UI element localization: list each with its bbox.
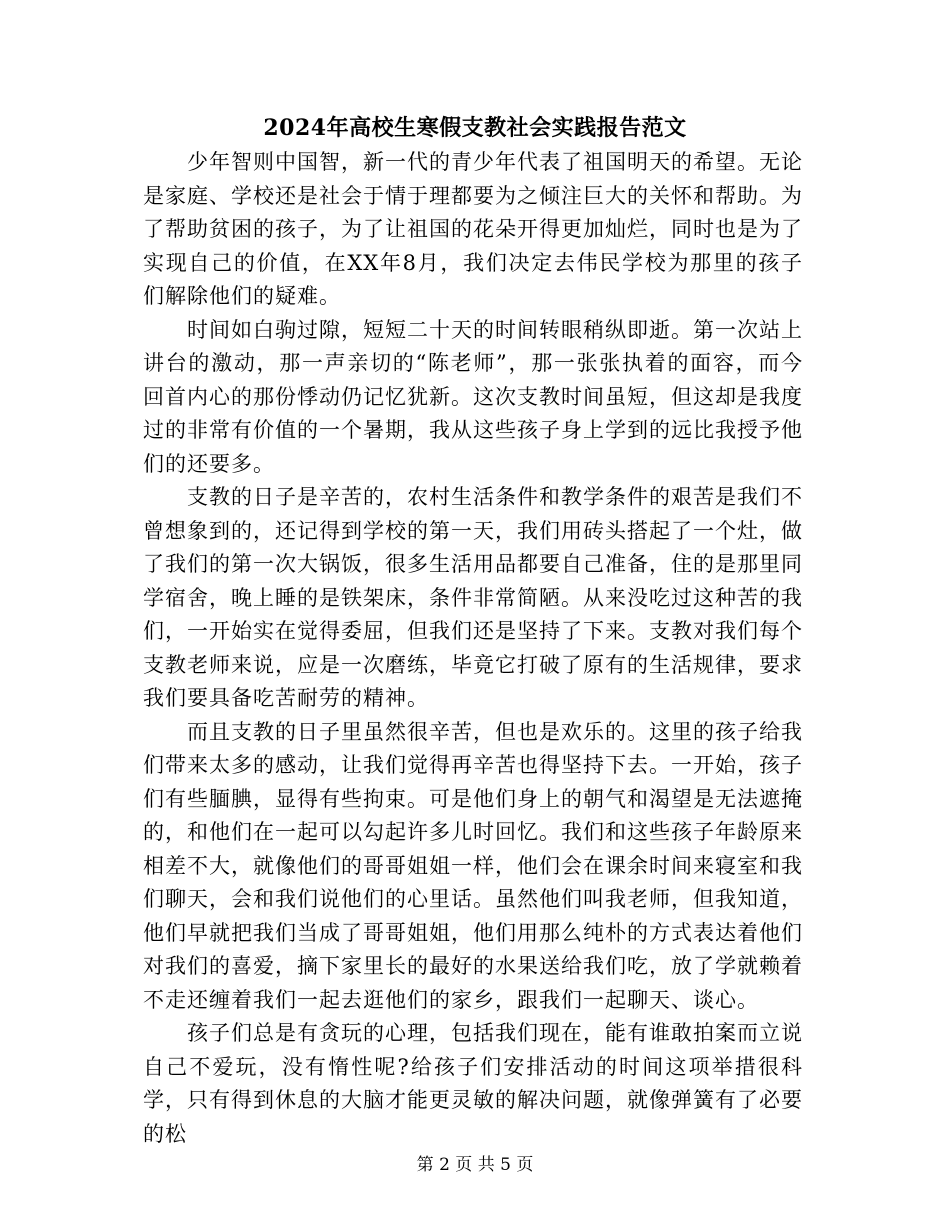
page-number: 第 2 页 共 5 页 [416,1155,534,1175]
paragraph-3: 支教的日子是辛苦的，农村生活条件和教学条件的艰苦是我们不曾想象到的，还记得到学校的第一天，我们用砖头搭起了一个灶，做了我们的第一次大锅饭，很多生活用品都要自己准备，住的是那里同学宿舍，晚上睡的是铁架床，条件非常简陋。从来没吃过这种苦的我们，一开始实在觉得委屈，但我们还是坚持了下来。支教对我们每个支教老师来说，应是一次磨练，毕竟它打破了原有的生活规律，要求我们要具备吃苦耐劳的精神。 [143,485,803,710]
document-title: 2024年高校生寒假支教社会实践报告范文 [263,115,687,141]
paragraph-1: 少年智则中国智，新一代的青少年代表了祖国明天的希望。无论是家庭、学校还是社会于情于理都要为之倾注巨大的关怀和帮助。为了帮助贫困的孩子，为了让祖国的花朵开得更加灿烂，同时也是为了实现自己的价值，在XX年8月，我们决定去伟民学校为那里的孩子们解除他们的疑难。 [143,150,803,308]
paragraph-2: 时间如白驹过隙，短短二十天的时间转眼稍纵即逝。第一次站上讲台的激动，那一声亲切的“陈老师”，那一张张执着的面容，而今回首内心的那份悸动仍记忆犹新。这次支教时间虽短，但这却是我度过的非常有价值的一个暑期，我从这些孩子身上学到的远比我授予他们的还要多。 [143,317,803,476]
paragraph-5: 孩子们总是有贪玩的心理，包括我们现在，能有谁敢拍案而立说自己不爱玩，没有惰性呢?给孩子们安排活动的时间这项举措很科学，只有得到休息的大脑才能更灵敏的解决问题，就像弹簧有了必要的松 [143,1021,803,1146]
page-footer [0,1153,950,1177]
document-body [143,146,803,1151]
paragraph-4: 而且支教的日子里虽然很辛苦，但也是欢乐的。这里的孩子给我们带来太多的感动，让我们觉得再辛苦也得坚持下去。一开始，孩子们有些腼腆，显得有些拘束。可是他们身上的朝气和渴望是无法遮掩的，和他们在一起可以勾起许多儿时回忆。我们和这些孩子年龄原来相差不大，就像他们的哥哥姐姐一样，他们会在课余时间来寝室和我们聊天，会和我们说他们的心里话。虽然他们叫我老师，但我知道，他们早就把我们当成了哥哥姐姐，他们用那么纯朴的方式表达着他们对我们的喜爱，摘下家里长的最好的水果送给我们吃，放了学就赖着不走还缠着我们一起去逛他们的家乡，跟我们一起聊天、谈心。 [143,719,803,1012]
